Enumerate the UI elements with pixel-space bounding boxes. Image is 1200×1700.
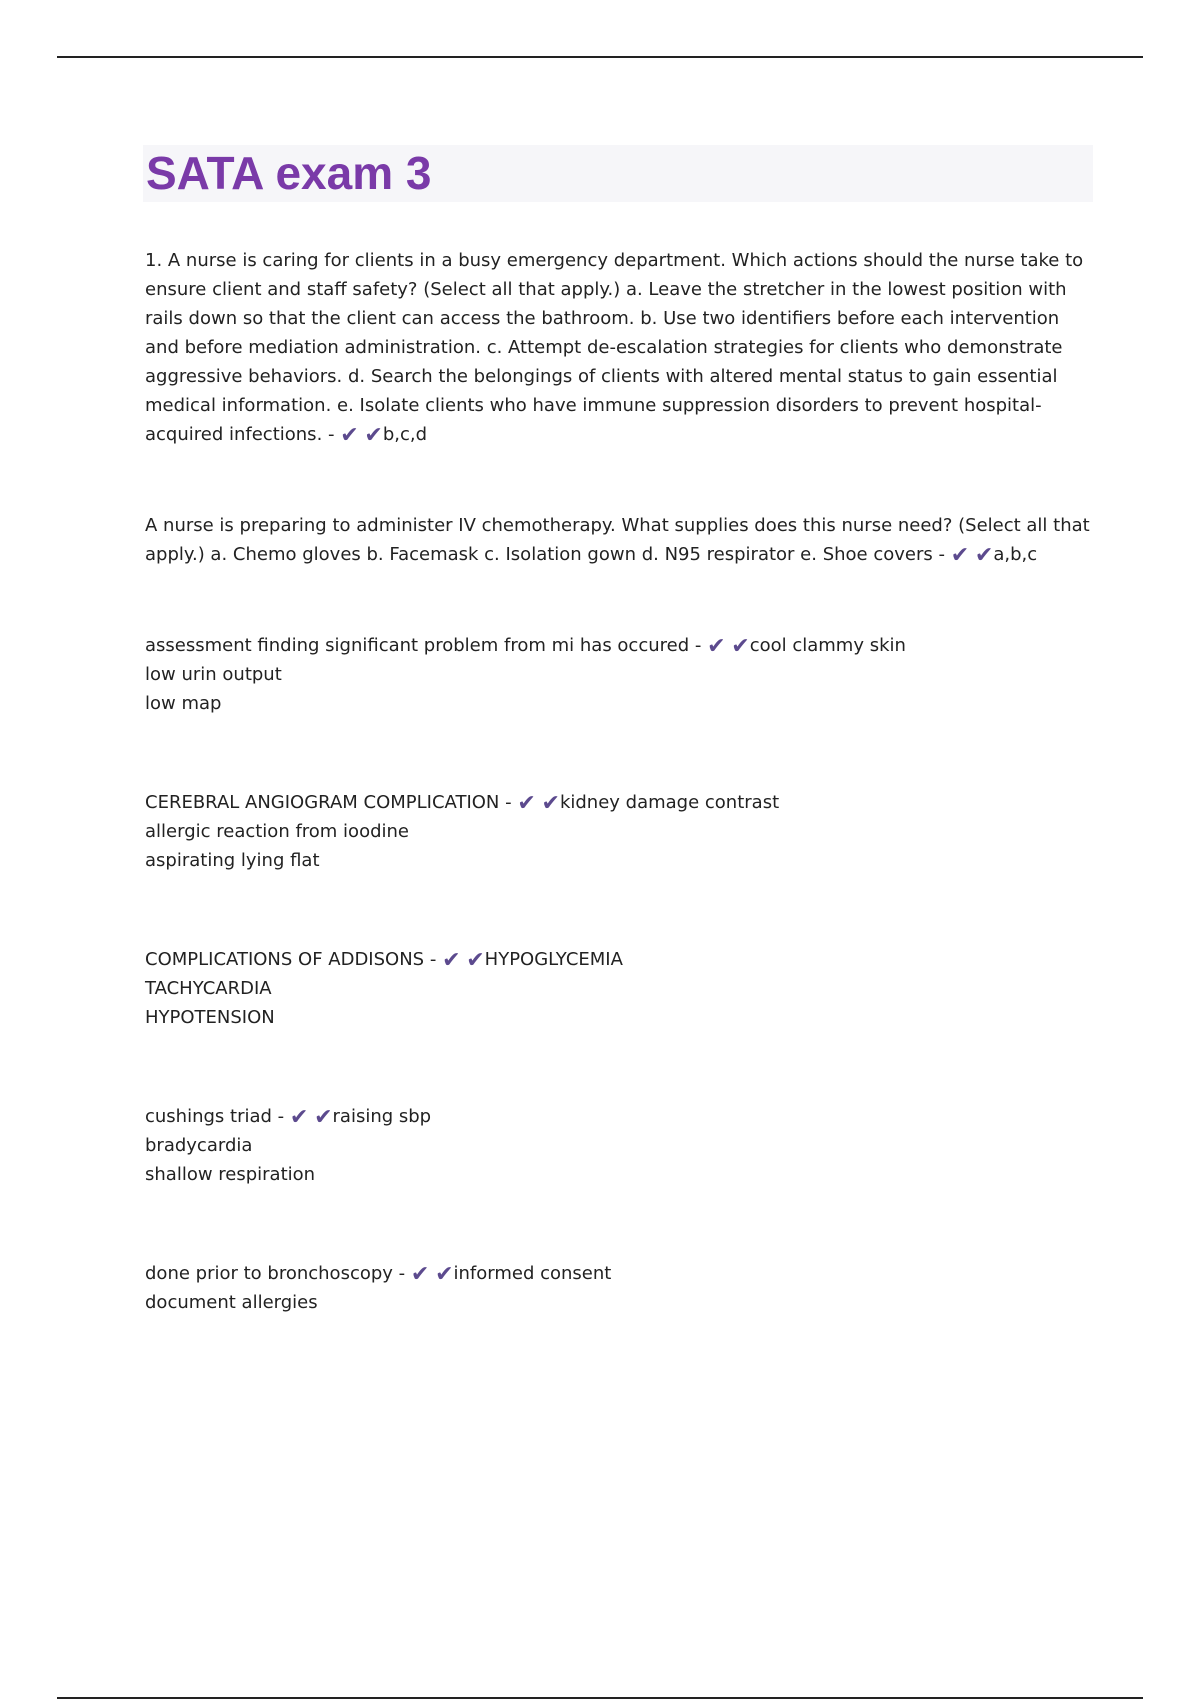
answer-text: HYPOGLYCEMIA: [484, 949, 623, 970]
page-title: SATA exam 3: [146, 147, 432, 199]
answer-extra-line: allergic reaction from ioodine: [145, 821, 409, 842]
question-block: [145, 631, 1090, 718]
answer-extra-line: aspirating lying flat: [145, 850, 320, 871]
question-text: 1. A nurse is caring for clients in a busy emergency department. Which actions should the nurse take to ensure client and staff safety? (Select all that apply.) a. Leave the stretcher in the lowest position with rails down so that the client can access the bathroom. b. Use two identifiers before each intervention and before mediation administration. c. Attempt de-escalation strategies for clients who demonstrate aggressive behaviors. d. Search the belongings of clients with altered mental status to gain essential medical information. e. Isolate clients who have immune suppression disorders to prevent hospital-acquired infections. -: [145, 250, 1084, 445]
answer-extra-line: HYPOTENSION: [145, 1007, 275, 1028]
answer-text: cool clammy skin: [749, 635, 906, 656]
question-block: [145, 788, 1090, 875]
document-body: [145, 246, 1090, 1317]
check-icon: ✔: [435, 1262, 454, 1287]
check-icon: ✔: [364, 423, 383, 448]
question-text: cushings triad -: [145, 1106, 285, 1127]
check-icon: ✔: [340, 423, 359, 448]
question-block: [145, 945, 1090, 1032]
answer-extra-line: low map: [145, 693, 222, 714]
check-icon: ✔: [950, 543, 970, 568]
question-line: [145, 788, 1090, 817]
check-icon: ✔: [289, 1105, 309, 1130]
answer-text: kidney damage contrast: [559, 792, 780, 813]
question-text: A nurse is preparing to administer IV chemotherapy. What supplies does this nurse need? (Select all that apply.) a. Chemo gloves b. Facemask c. Isolation gown d. N95 respirator e. Shoe covers -: [145, 515, 1090, 565]
bottom-rule: [57, 1697, 1143, 1699]
check-icon: ✔: [410, 1262, 430, 1287]
answer-text: b,c,d: [382, 424, 428, 445]
answer-text: raising sbp: [332, 1106, 432, 1127]
question-line: [145, 511, 1090, 569]
answer-extra-line: TACHYCARDIA: [145, 978, 272, 999]
answer-extra-line: low urin output: [145, 664, 282, 685]
question-block: [145, 1102, 1090, 1189]
question-text: CEREBRAL ANGIOGRAM COMPLICATION -: [145, 792, 512, 813]
question-text: COMPLICATIONS OF ADDISONS -: [145, 949, 437, 970]
answer-extra-line: bradycardia: [145, 1135, 253, 1156]
question-block: [145, 1259, 1090, 1317]
check-icon: ✔: [517, 791, 536, 816]
question-block: [145, 511, 1090, 569]
check-icon: ✔: [731, 634, 750, 659]
question-line: [145, 631, 1090, 660]
question-text: done prior to bronchoscopy -: [145, 1263, 406, 1284]
answer-extra-line: shallow respiration: [145, 1164, 316, 1185]
question-text: assessment finding significant problem from mi has occured -: [145, 635, 702, 656]
top-rule: [57, 56, 1143, 58]
question-line: [145, 945, 1090, 974]
check-icon: ✔: [707, 634, 726, 659]
check-icon: ✔: [442, 948, 461, 973]
check-icon: ✔: [314, 1105, 333, 1130]
question-line: [145, 1259, 1090, 1288]
check-icon: ✔: [466, 948, 485, 973]
question-block: [145, 246, 1090, 449]
answer-text: informed consent: [453, 1263, 612, 1284]
check-icon: ✔: [541, 791, 560, 816]
answer-extra-line: document allergies: [145, 1292, 318, 1313]
answer-text: a,b,c: [993, 544, 1038, 565]
question-line: [145, 246, 1090, 449]
question-line: [145, 1102, 1090, 1131]
check-icon: ✔: [974, 543, 994, 568]
